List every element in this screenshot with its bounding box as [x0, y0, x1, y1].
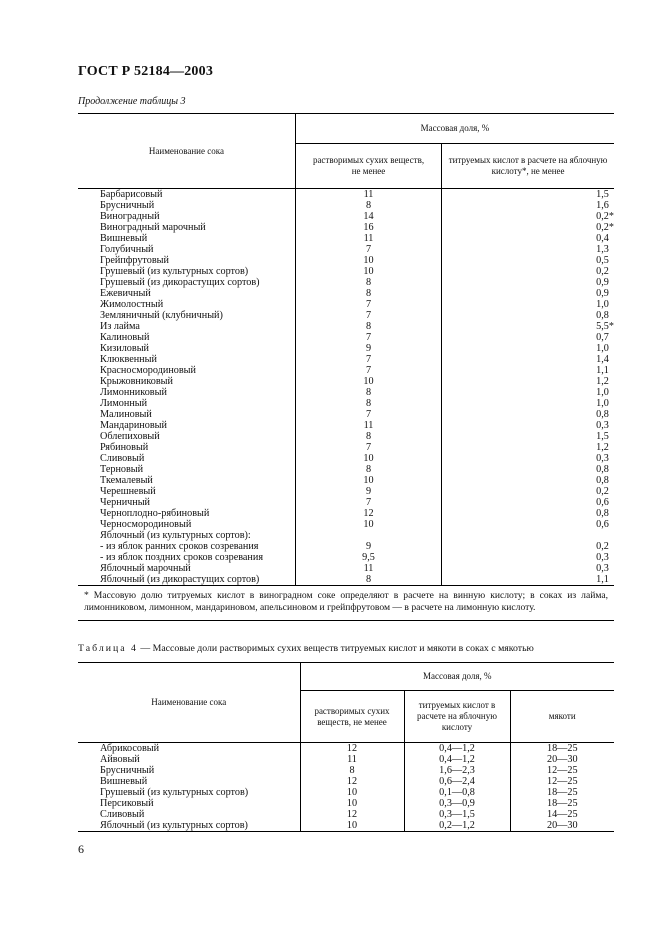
juice-name-cell: Земляничный (клубничный): [78, 310, 295, 321]
dry-matter-cell: 16: [295, 222, 441, 233]
dry-matter-cell: 12: [300, 776, 404, 787]
table-row: [78, 387, 614, 398]
juice-name-cell: Грейпфрутовый: [78, 255, 295, 266]
juice-name-cell: Ежевичный: [78, 288, 295, 299]
juice-name-cell: Клюквенный: [78, 354, 295, 365]
table3-header-col2: титруемых кислот в расчете на яблочную кислоту*, не менее: [442, 144, 614, 189]
dry-matter-cell: 8: [295, 464, 441, 475]
table-row: [78, 409, 614, 420]
acidity-cell: 1,0: [596, 387, 609, 398]
table-row: [78, 475, 614, 486]
pulp-cell: 18—25: [546, 798, 578, 809]
juice-name-cell: Кизиловый: [78, 343, 295, 354]
acidity-cell: 0,4: [596, 233, 609, 244]
table-row: [78, 332, 614, 343]
juice-name-cell: Черничный: [78, 497, 295, 508]
page-number: 6: [78, 842, 84, 856]
acidity-cell: 0,3: [596, 552, 609, 563]
table-row: [78, 442, 614, 453]
table-row: [78, 787, 614, 798]
acidity-cell: 0,9: [596, 288, 609, 299]
table-row: [78, 820, 614, 832]
acidity-cell: 0,4—1,2: [404, 743, 510, 755]
dry-matter-cell: 11: [300, 754, 404, 765]
dry-matter-cell: 7: [295, 497, 441, 508]
acidity-cell: 0,6: [596, 519, 609, 530]
acidity-cell: 0,3: [596, 420, 609, 431]
dry-matter-cell: 8: [300, 765, 404, 776]
juice-name-cell: Черешневый: [78, 486, 295, 497]
acidity-cell: 5,5*: [596, 321, 614, 332]
dry-matter-cell: 10: [300, 787, 404, 798]
table4: [78, 662, 614, 832]
dry-matter-cell: 12: [300, 743, 404, 755]
dry-matter-cell: 11: [295, 189, 441, 201]
dry-matter-cell: 8: [295, 387, 441, 398]
table4-caption-text: — Массовые доли растворимых сухих веществ титруемых кислот и мякоти в соках с мякотью: [137, 643, 534, 654]
juice-name-cell: Грушевый (из дикорастущих сортов): [78, 277, 295, 288]
acidity-cell: 0,8: [596, 475, 609, 486]
acidity-cell: 0,2*: [596, 222, 614, 233]
acidity-cell: 0,8: [596, 464, 609, 475]
pulp-cell: 20—30: [510, 820, 614, 832]
acidity-cell: 0,9: [596, 277, 609, 288]
dry-matter-cell: 8: [295, 200, 441, 211]
table3-caption: Продолжение таблицы 3: [78, 96, 186, 107]
juice-name-cell: Красносмородиновый: [78, 365, 295, 376]
acidity-cell: 1,1: [596, 365, 609, 376]
dry-matter-cell: 12: [295, 508, 441, 519]
juice-name-cell: Грушевый (из культурных сортов): [78, 787, 300, 798]
table-row: [78, 211, 614, 222]
dry-matter-cell: 8: [295, 398, 441, 409]
juice-name-cell: Черноплодно-рябиновый: [78, 508, 295, 519]
dry-matter-cell: 7: [295, 442, 441, 453]
acidity-cell: 0,4—1,2: [404, 754, 510, 765]
acidity-cell: 1,0: [596, 398, 609, 409]
dry-matter-cell: 10: [295, 519, 441, 530]
dry-matter-cell: 7: [295, 409, 441, 420]
dry-matter-cell: 8: [295, 277, 441, 288]
juice-name-cell: Грушевый (из культурных сортов): [78, 266, 295, 277]
table-row: [78, 277, 614, 288]
table-row: [78, 541, 614, 552]
table3-header-col1: растворимых сухих веществ, не менее: [295, 144, 441, 189]
table4-caption: [78, 643, 534, 654]
acidity-cell: 0,8: [596, 310, 609, 321]
table-row: [78, 321, 614, 332]
juice-name-cell: Виноградный марочный: [78, 222, 295, 233]
acidity-cell: 1,5: [596, 189, 609, 200]
juice-name-cell: Малиновый: [78, 409, 295, 420]
table4-header-group: Массовая доля, %: [300, 663, 614, 691]
juice-name-cell: Яблочный (из культурных сортов): [78, 820, 300, 832]
table4-header-col1: растворимых сухих веществ, не менее: [300, 691, 404, 743]
acidity-cell: 1,6: [596, 200, 609, 211]
table-row: [78, 563, 614, 574]
table4-header-col2: титруемых кислот в расчете на яблочную кислоту: [404, 691, 510, 743]
table-row: [78, 365, 614, 376]
juice-name-cell: - из яблок ранних сроков созревания: [78, 541, 295, 552]
dry-matter-cell: 11: [295, 420, 441, 431]
dry-matter-cell: 8: [295, 574, 441, 586]
acidity-cell: 0,8: [596, 508, 609, 519]
table-row: [78, 574, 614, 586]
table-row: [78, 255, 614, 266]
dry-matter-cell: 7: [295, 365, 441, 376]
dry-matter-cell: 11: [295, 563, 441, 574]
table-row: [78, 233, 614, 244]
table3-footnote: * Массовую долю титруемых кислот в виноградном соке определяют в расчете на винную кислоту; в соках из лайма, лимонниковом, лимонном, мандариновом, апельсиновом и грейпфрутовом — в расчете на лимонную кислоту.: [78, 586, 614, 621]
juice-name-cell: Лимонниковый: [78, 387, 295, 398]
acidity-cell: [442, 530, 614, 541]
acidity-cell: 1,2: [596, 376, 609, 387]
juice-name-cell: Голубичный: [78, 244, 295, 255]
juice-name-cell: Виноградный: [78, 211, 295, 222]
pulp-cell: 20—30: [546, 754, 578, 765]
table4-header-col3: мякоти: [510, 691, 614, 743]
dry-matter-cell: 8: [295, 431, 441, 442]
acidity-cell: 0,3—1,5: [404, 809, 510, 820]
pulp-cell: 12—25: [546, 765, 578, 776]
acidity-cell: 0,3—0,9: [404, 798, 510, 809]
acidity-cell: 1,0: [596, 343, 609, 354]
acidity-cell: 1,2: [596, 442, 609, 453]
table-row: [78, 376, 614, 387]
juice-name-cell: Из лайма: [78, 321, 295, 332]
dry-matter-cell: 7: [295, 244, 441, 255]
juice-name-cell: Вишневый: [78, 776, 300, 787]
acidity-cell: 0,2: [596, 486, 609, 497]
table-row: [78, 266, 614, 277]
table4-header-name: Наименование сока: [78, 663, 300, 743]
table-row: [78, 244, 614, 255]
table-row: [78, 343, 614, 354]
acidity-cell: 0,3: [596, 453, 609, 464]
acidity-cell: 0,8: [596, 409, 609, 420]
juice-name-cell: Яблочный (из культурных сортов):: [78, 530, 295, 541]
dry-matter-cell: 7: [295, 299, 441, 310]
table-row: [78, 776, 614, 787]
juice-name-cell: Рябиновый: [78, 442, 295, 453]
juice-name-cell: Терновый: [78, 464, 295, 475]
acidity-cell: 0,2: [596, 266, 609, 277]
table-row: [78, 754, 614, 765]
dry-matter-cell: 12: [300, 809, 404, 820]
dry-matter-cell: 7: [295, 310, 441, 321]
table-row: [78, 519, 614, 530]
table-row: [78, 420, 614, 431]
acidity-cell: 1,0: [596, 299, 609, 310]
acidity-cell: 0,7: [596, 332, 609, 343]
acidity-cell: 1,5: [596, 431, 609, 442]
acidity-cell: 0,6: [596, 497, 609, 508]
dry-matter-cell: 10: [300, 798, 404, 809]
pulp-cell: 18—25: [546, 787, 578, 798]
acidity-cell: 1,1: [596, 574, 609, 585]
table3-header-name: Наименование сока: [78, 114, 295, 189]
table3-header-group: Массовая доля, %: [295, 114, 614, 144]
table-row: [78, 299, 614, 310]
document-title: ГОСТ Р 52184—2003: [78, 64, 214, 79]
dry-matter-cell: 10: [300, 820, 404, 832]
table-row: [78, 486, 614, 497]
pulp-cell: 12—25: [546, 776, 578, 787]
table3: [78, 113, 614, 621]
table-row: [78, 552, 614, 563]
dry-matter-cell: 8: [295, 321, 441, 332]
juice-name-cell: Облепиховый: [78, 431, 295, 442]
pulp-cell: 14—25: [546, 809, 578, 820]
juice-name-cell: Персиковый: [78, 798, 300, 809]
dry-matter-cell: [295, 530, 441, 541]
table-row: [78, 398, 614, 409]
juice-name-cell: Айвовый: [78, 754, 300, 765]
table-row: [78, 288, 614, 299]
juice-name-cell: Сливовый: [78, 809, 300, 820]
acidity-cell: 0,2*: [596, 211, 614, 222]
juice-name-cell: Ткемалевый: [78, 475, 295, 486]
table-row: [78, 464, 614, 475]
acidity-cell: 0,5: [596, 255, 609, 266]
table-row: [78, 743, 614, 755]
juice-name-cell: Брусничный: [78, 765, 300, 776]
table-row: [78, 453, 614, 464]
acidity-cell: 1,6—2,3: [404, 765, 510, 776]
dry-matter-cell: 9: [295, 343, 441, 354]
table-row: [78, 508, 614, 519]
juice-name-cell: Калиновый: [78, 332, 295, 343]
acidity-cell: 0,3: [596, 563, 609, 574]
table-row: [78, 765, 614, 776]
dry-matter-cell: 9: [295, 486, 441, 497]
acidity-cell: 0,1—0,8: [404, 787, 510, 798]
dry-matter-cell: 9,5: [295, 552, 441, 563]
juice-name-cell: Лимонный: [78, 398, 295, 409]
juice-name-cell: Барбарисовый: [78, 189, 295, 201]
dry-matter-cell: 10: [295, 453, 441, 464]
table-row: [78, 310, 614, 321]
juice-name-cell: Жимолостный: [78, 299, 295, 310]
table-row: [78, 200, 614, 211]
table-row: [78, 431, 614, 442]
acidity-cell: 1,3: [596, 244, 609, 255]
acidity-cell: 0,6—2,4: [404, 776, 510, 787]
dry-matter-cell: 7: [295, 332, 441, 343]
juice-name-cell: Сливовый: [78, 453, 295, 464]
juice-name-cell: Брусничный: [78, 200, 295, 211]
table-row: [78, 497, 614, 508]
dry-matter-cell: 10: [295, 266, 441, 277]
juice-name-cell: - из яблок поздних сроков созревания: [78, 552, 295, 563]
juice-name-cell: Крыжовниковый: [78, 376, 295, 387]
juice-name-cell: Абрикосовый: [78, 743, 300, 755]
table-row: [78, 798, 614, 809]
dry-matter-cell: 14: [295, 211, 441, 222]
acidity-cell: 0,2—1,2: [404, 820, 510, 832]
table-row: [78, 189, 614, 201]
dry-matter-cell: 11: [295, 233, 441, 244]
juice-name-cell: Вишневый: [78, 233, 295, 244]
dry-matter-cell: 10: [295, 255, 441, 266]
table-row: [78, 222, 614, 233]
table4-caption-label: Таблица 4: [78, 643, 138, 654]
dry-matter-cell: 10: [295, 376, 441, 387]
dry-matter-cell: 10: [295, 475, 441, 486]
table-row: [78, 530, 614, 541]
juice-name-cell: Яблочный (из дикорастущих сортов): [78, 574, 295, 586]
juice-name-cell: Яблочный марочный: [78, 563, 295, 574]
dry-matter-cell: 9: [295, 541, 441, 552]
table-row: [78, 354, 614, 365]
pulp-cell: 18—25: [546, 743, 578, 754]
dry-matter-cell: 8: [295, 288, 441, 299]
juice-name-cell: Черносмородиновый: [78, 519, 295, 530]
juice-name-cell: Мандариновый: [78, 420, 295, 431]
acidity-cell: 0,2: [596, 541, 609, 552]
table-row: [78, 809, 614, 820]
dry-matter-cell: 7: [295, 354, 441, 365]
acidity-cell: 1,4: [596, 354, 609, 365]
